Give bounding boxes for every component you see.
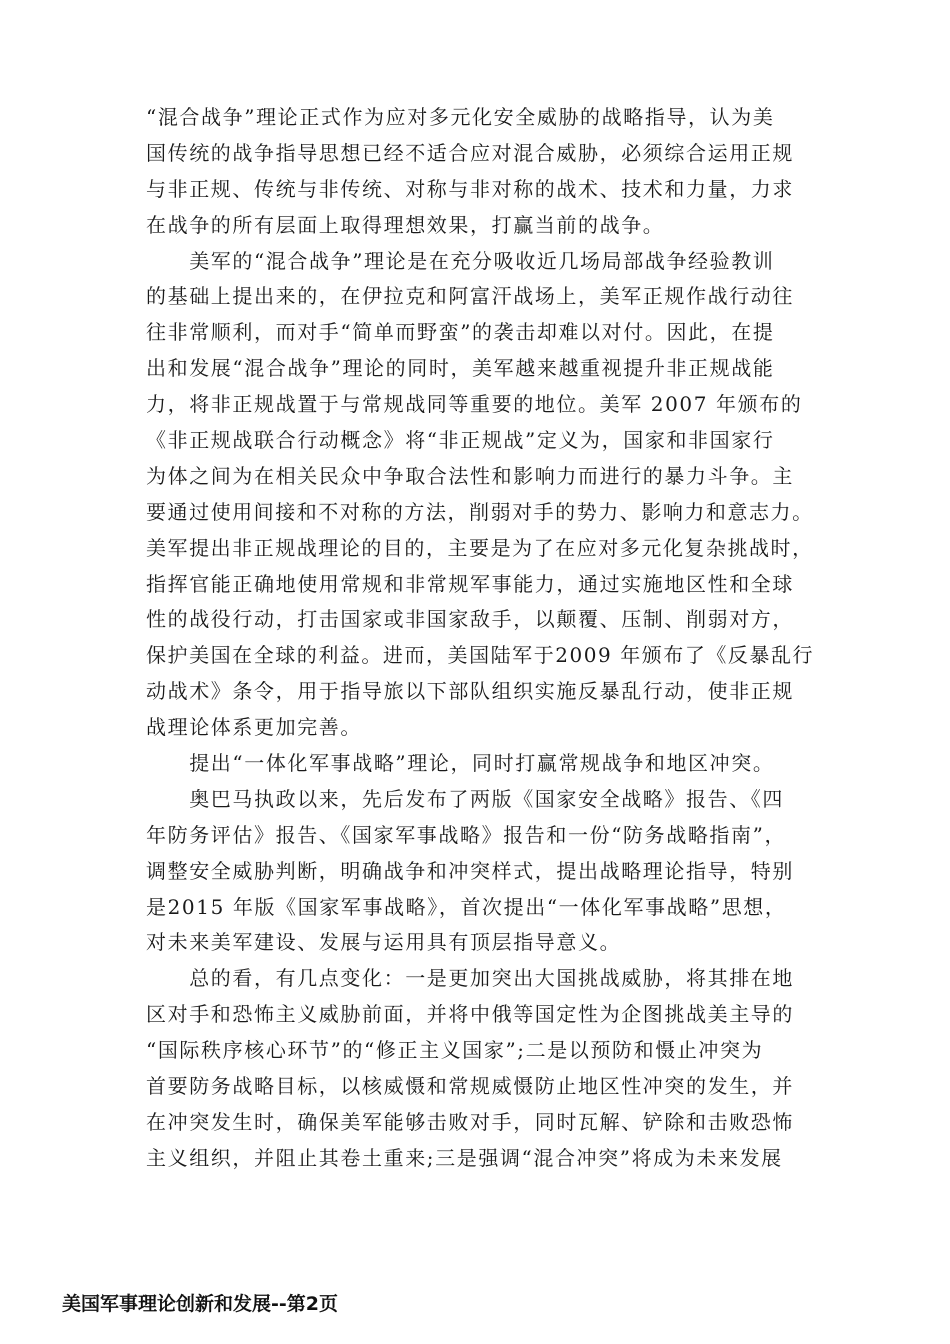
text-line: 首要防务战略目标，以核威慑和常规威慑防止地区性冲突的发生，并 bbox=[146, 1074, 794, 1099]
text-line: 保护美国在全球的利益。进而，美国陆军于2009 年颁布了《反暴乱行 bbox=[146, 643, 815, 668]
text-line: 提出“一体化军事战略”理论，同时打赢常规战争和地区冲突。 bbox=[146, 751, 775, 776]
text-line: 是2015 年版《国家军事战略》，首次提出“一体化军事战略”思想， bbox=[146, 894, 787, 919]
text-line: 总的看，有几点变化：一是更加突出大国挑战威胁，将其排在地 bbox=[146, 966, 794, 991]
text-line: 美军提出非正规战理论的目的，主要是为了在应对多元化复杂挑战时， bbox=[146, 535, 814, 560]
text-line: 调整安全威胁判断，明确战争和冲突样式，提出战略理论指导，特别 bbox=[146, 858, 794, 883]
text-line: “国际秩序核心环节”的“修正主义国家”;二是以预防和慑止冲突为 bbox=[146, 1038, 764, 1063]
text-line: 国传统的战争指导思想已经不适合应对混合威胁，必须综合运用正规 bbox=[146, 140, 794, 165]
text-line: 为体之间为在相关民众中争取合法性和影响力而进行的暴力斗争。主 bbox=[146, 463, 794, 488]
text-line: 指挥官能正确地使用常规和非常规军事能力，通过实施地区性和全球 bbox=[146, 571, 794, 596]
text-line: 年防务评估》报告、《国家军事战略》报告和一份“防务战略指南”， bbox=[146, 822, 787, 847]
text-line: 力，将非正规战置于与常规战同等重要的地位。美军 2007 年颁布的 bbox=[146, 392, 803, 417]
text-line: 区对手和恐怖主义威胁前面，并将中俄等国定性为企图挑战美主导的 bbox=[146, 1002, 794, 1027]
text-line: 美军的“混合战争”理论是在充分吸收近几场局部战争经验教训 bbox=[146, 248, 775, 273]
text-line: “混合战争”理论正式作为应对多元化安全威胁的战略指导，认为美 bbox=[146, 105, 775, 129]
text-line: 战理论体系更加完善。 bbox=[146, 715, 362, 740]
text-line: 对未来美军建设、发展与运用具有顶层指导意义。 bbox=[146, 930, 622, 955]
text-line: 往非常顺利，而对手“简单而野蛮”的袭击却难以对付。因此，在提 bbox=[146, 320, 775, 345]
text-line: 《非正规战联合行动概念》将“非正规战”定义为，国家和非国家行 bbox=[146, 428, 775, 453]
text-line: 奥巴马执政以来，先后发布了两版《国家安全战略》报告、《四 bbox=[146, 786, 784, 811]
text-line: 与非正规、传统与非传统、对称与非对称的战术、技术和力量，力求 bbox=[146, 176, 794, 201]
text-line: 在战争的所有层面上取得理想效果，打赢当前的战争。 bbox=[146, 212, 665, 237]
text-line: 性的战役行动，打击国家或非国家敌手，以颠覆、压制、削弱对方， bbox=[146, 607, 794, 632]
text-line: 主义组织，并阻止其卷土重来;三是强调“混合冲突”将成为未来发展 bbox=[146, 1145, 783, 1170]
body-text bbox=[146, 100, 814, 1177]
text-line: 动战术》条令，用于指导旅以下部队组织实施反暴乱行动，使非正规 bbox=[146, 679, 794, 704]
text-line: 要通过使用间接和不对称的方法，削弱对手的势力、影响力和意志力。 bbox=[146, 499, 814, 524]
text-line: 在冲突发生时，确保美军能够击败对手，同时瓦解、铲除和击败恐怖 bbox=[146, 1109, 794, 1134]
text-line: 出和发展“混合战争”理论的同时，美军越来越重视提升非正规战能 bbox=[146, 356, 775, 381]
text-line: 的基础上提出来的，在伊拉克和阿富汗战场上，美军正规作战行动往 bbox=[146, 284, 794, 309]
page-footer: 美国军事理论创新和发展--第2页 bbox=[62, 1293, 338, 1315]
